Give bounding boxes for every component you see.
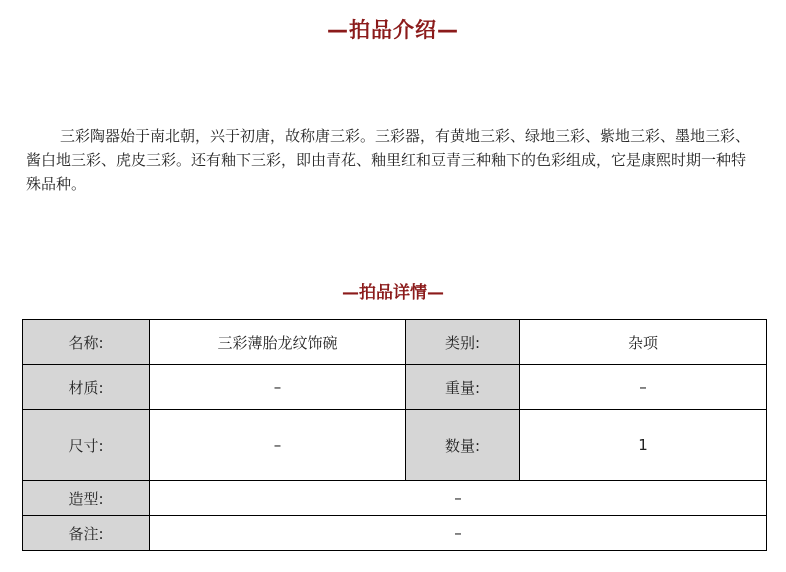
material-value: – <box>150 365 406 410</box>
weight-value: – <box>520 365 767 410</box>
size-label: 尺寸: <box>23 410 150 481</box>
table-row <box>23 516 767 551</box>
table-row <box>23 320 767 365</box>
remarks-label: 备注: <box>23 516 150 551</box>
category-label: 类别: <box>406 320 520 365</box>
weight-label: 重量: <box>406 365 520 410</box>
quantity-value: 1 <box>520 410 767 481</box>
material-label: 材质: <box>23 365 150 410</box>
intro-title: —拍品介绍— <box>327 18 459 42</box>
table-row <box>23 410 767 481</box>
details-title: —拍品详情— <box>342 283 444 303</box>
category-value: 杂项 <box>520 320 767 365</box>
shape-value: – <box>150 481 767 516</box>
quantity-label: 数量: <box>406 410 520 481</box>
name-label: 名称: <box>23 320 150 365</box>
size-value: – <box>150 410 406 481</box>
details-table <box>22 319 767 551</box>
remarks-value: – <box>150 516 767 551</box>
table-row <box>23 365 767 410</box>
table-row <box>23 481 767 516</box>
intro-paragraph: 三彩陶器始于南北朝，兴于初唐，故称唐三彩。三彩器，有黄地三彩、绿地三彩、紫地三彩、墨地三彩、酱白地三彩、虎皮三彩。还有釉下三彩，即由青花、釉里红和豆青三种釉下的色彩组成，它是康熙时期一种特殊品种。 <box>26 127 751 193</box>
name-value: 三彩薄胎龙纹饰碗 <box>150 320 406 365</box>
shape-label: 造型: <box>23 481 150 516</box>
